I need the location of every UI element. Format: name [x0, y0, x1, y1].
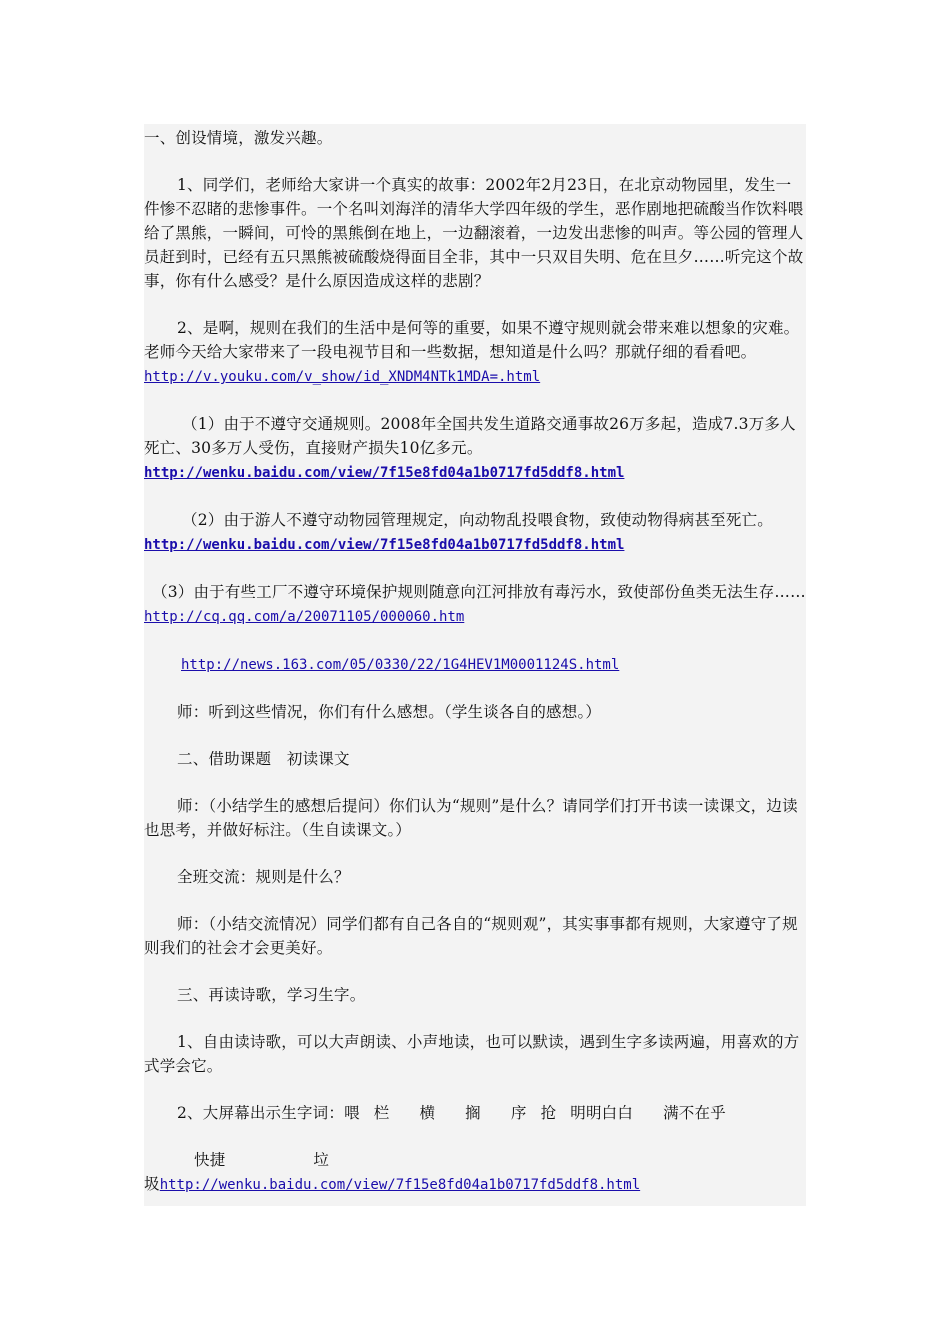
paragraph-text: （1）由于不遵守交通规则。2008年全国共发生道路交通事故26万多起，造成7.3万多人死亡、30多万人受伤，直接财产损失10亿多元。 [144, 415, 796, 457]
word: 搁 [465, 1104, 481, 1122]
document-page [144, 124, 806, 1206]
paragraph-feelings: 师：听到这些情况，你们有什么感想。（学生谈各自的感想。） [177, 703, 602, 721]
word: 快捷 [194, 1151, 226, 1169]
youku-link[interactable]: http://v.youku.com/v_show/id_XNDM4NTk1MDA=.html [144, 369, 541, 385]
paragraph-rules-importance [144, 316, 806, 389]
word: 垃 [313, 1151, 330, 1169]
section-1-title: 一、创设情境，激发兴趣。 [144, 129, 333, 147]
paragraph-story: 1、同学们，老师给大家讲一个真实的故事：2002年2月23日，在北京动物园里，发生一件惨不忍睹的悲惨事件。一个名叫刘海洋的清华大学四年级的学生，恶作剧地把硫酸当作饮料喂给了黑熊，一瞬间，可怜的黑熊倒在地上，一边翻滚着，一边发出悲惨的叫声。等公园的管理人员赶到时，已经有五只黑熊被硫酸烧得面目全非，其中一只双目失明、危在旦夕……听完这个故事，你有什么感受？是什么原因造成这样的悲剧？ [144, 176, 804, 290]
word: 圾 [144, 1175, 160, 1193]
word: 横 [419, 1104, 436, 1122]
word: 满不在乎 [663, 1104, 726, 1122]
paragraph-new-words-cont [144, 1148, 806, 1172]
qq-link[interactable]: http://cq.qq.com/a/20071105/000060.htm [144, 609, 465, 625]
section-2-title: 二、借助课题 初读课文 [177, 750, 350, 768]
word: 明明白白 [570, 1104, 634, 1122]
new-words-prefix: 2、大屏幕出示生字词： [177, 1104, 345, 1122]
word: 栏 [373, 1104, 390, 1122]
paragraph-text: （3）由于有些工厂不遵守环境保护规则随意向江河排放有毒污水，致使部份鱼类无法生存…… [152, 583, 806, 601]
paragraph-zoo [144, 508, 806, 557]
paragraph-traffic [144, 412, 806, 485]
paragraph-text: 2、是啊，规则在我们的生活中是何等的重要，如果不遵守规则就会带来难以想象的灾难。老师今天给大家带来了一段电视节目和一些数据，想知道是什么吗？那就仔细的看看吧。 [144, 319, 800, 361]
paragraph-new-words [144, 1101, 806, 1125]
paragraph-news-link [144, 652, 806, 677]
wenku-link-zoo[interactable]: http://wenku.baidu.com/view/7f15e8fd04a1b0717fd5ddf8.html [144, 537, 625, 553]
paragraph-class-discussion: 全班交流：规则是什么？ [177, 868, 350, 886]
wenku-link-words[interactable]: http://wenku.baidu.com/view/7f15e8fd04a1b0717fd5ddf8.html [159, 1177, 641, 1193]
word: 序 [510, 1104, 527, 1122]
word: 抢 [540, 1104, 557, 1122]
news163-link[interactable]: http://news.163.com/05/0330/22/1G4HEV1M0001124S.html [181, 657, 620, 673]
paragraph-text: （2）由于游人不遵守动物园管理规定，向动物乱投喂食物，致使动物得病甚至死亡。 [182, 511, 773, 529]
paragraph-what-is-rule: 师：（小结学生的感想后提问）你们认为“规则”是什么？请同学们打开书读一读课文，边读也思考，并做好标注。（生自读课文。） [144, 797, 798, 839]
document-content [144, 126, 806, 1197]
section-3-title: 三、再读诗歌，学习生字。 [177, 986, 366, 1004]
paragraph-summary: 师：（小结交流情况）同学们都有自己各自的“规则观”，其实事事都有规则，大家遵守了规则我们的社会才会更美好。 [144, 915, 798, 957]
paragraph-pollution [144, 580, 806, 629]
word: 喂 [344, 1104, 360, 1122]
paragraph-final-link [144, 1172, 806, 1197]
wenku-link-traffic[interactable]: http://wenku.baidu.com/view/7f15e8fd04a1b0717fd5ddf8.html [144, 465, 625, 481]
paragraph-free-reading: 1、自由读诗歌，可以大声朗读、小声地读，也可以默读，遇到生字多读两遍，用喜欢的方式学会它。 [144, 1033, 800, 1075]
